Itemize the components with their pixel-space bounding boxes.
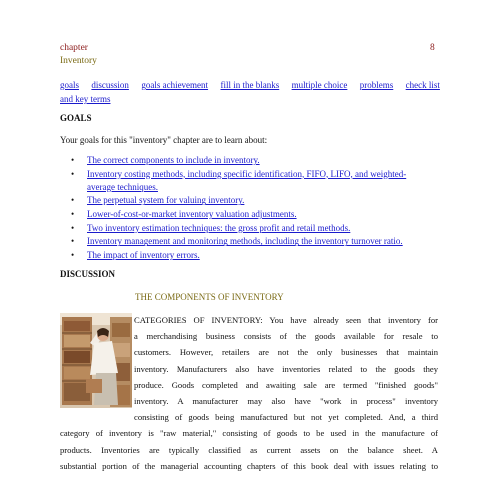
goal-link-estimation[interactable]: Two inventory estimation techniques: the gross profit and retail methods. bbox=[87, 222, 351, 233]
goal-item bbox=[60, 235, 440, 248]
goal-item bbox=[60, 194, 440, 207]
goal-link-costing-methods[interactable]: Inventory costing methods, including specific identification, FIFO, LIFO, and weighted- bbox=[87, 168, 407, 179]
goal-item bbox=[60, 222, 440, 235]
chapter-title: Inventory bbox=[60, 56, 97, 66]
chapter-nav bbox=[60, 78, 440, 106]
goals-heading: GOALS bbox=[60, 113, 92, 123]
chapter-label: chapter bbox=[60, 43, 88, 53]
nav-link-problems[interactable]: problems bbox=[359, 80, 394, 90]
goal-item bbox=[60, 249, 440, 262]
body-line: inventory. A manufacturer may also have "work in process" inventory bbox=[134, 396, 438, 407]
body-line: substantial portion of the managerial accounting chapters of this book deal with issues relating to bbox=[60, 460, 438, 471]
body-line: inventory. Manufacturers also have inventories related to the goods they bbox=[134, 363, 438, 374]
goal-item bbox=[60, 208, 440, 221]
nav-link-discussion[interactable]: discussion bbox=[91, 80, 129, 90]
body-line: CATEGORIES OF INVENTORY: You have already seen that inventory for bbox=[134, 315, 438, 325]
section-title: THE COMPONENTS OF INVENTORY bbox=[135, 292, 284, 302]
goal-item bbox=[60, 168, 440, 194]
discussion-heading: DISCUSSION bbox=[60, 269, 116, 279]
body-line: produce. Goods completed and awaiting sale are termed "finished goods" bbox=[134, 379, 438, 390]
goal-item bbox=[60, 154, 440, 167]
body-line: category of inventory is "raw material," consisting of goods to be used in the manufacture of bbox=[60, 428, 438, 439]
goal-link-perpetual-system[interactable]: The perpetual system for valuing inventory. bbox=[87, 195, 245, 206]
nav-link-goals-achievement[interactable]: goals achievement bbox=[141, 80, 209, 90]
nav-link-check-list[interactable]: check list bbox=[405, 80, 440, 90]
nav-link-multiple-choice[interactable]: multiple choice bbox=[291, 80, 348, 90]
goal-link-errors[interactable]: The impact of inventory errors. bbox=[87, 250, 200, 261]
nav-link-key-terms[interactable]: and key terms bbox=[60, 94, 111, 104]
goal-link-costing-methods-cont[interactable]: average techniques. bbox=[87, 181, 158, 192]
body-line: a merchandising business consists of the goods available for resale to bbox=[134, 331, 438, 342]
goal-link-management[interactable]: Inventory management and monitoring methods, including the inventory turnover ratio. bbox=[87, 236, 403, 247]
body-line: consisting of goods being manufactured but not yet completed. And, a third bbox=[134, 412, 438, 423]
body-line: products. Inventories are typically classified as current assets on the balance sheet. A bbox=[60, 444, 438, 455]
goal-link-lower-of-cost[interactable]: Lower-of-cost-or-market inventory valuation adjustments. bbox=[87, 209, 297, 220]
goal-link-components[interactable]: The correct components to include in inventory. bbox=[87, 155, 260, 165]
body-line: customers. However, retailers are not the only businesses that maintain bbox=[134, 347, 438, 358]
goals-list bbox=[60, 154, 440, 263]
chapter-number: 8 bbox=[430, 43, 435, 53]
nav-link-goals[interactable]: goals bbox=[60, 80, 79, 90]
nav-link-fill-in-the-blanks[interactable]: fill in the blanks bbox=[220, 80, 280, 90]
goals-intro: Your goals for this "inventory" chapter are to learn about: bbox=[60, 135, 268, 145]
body-paragraph bbox=[60, 312, 438, 474]
